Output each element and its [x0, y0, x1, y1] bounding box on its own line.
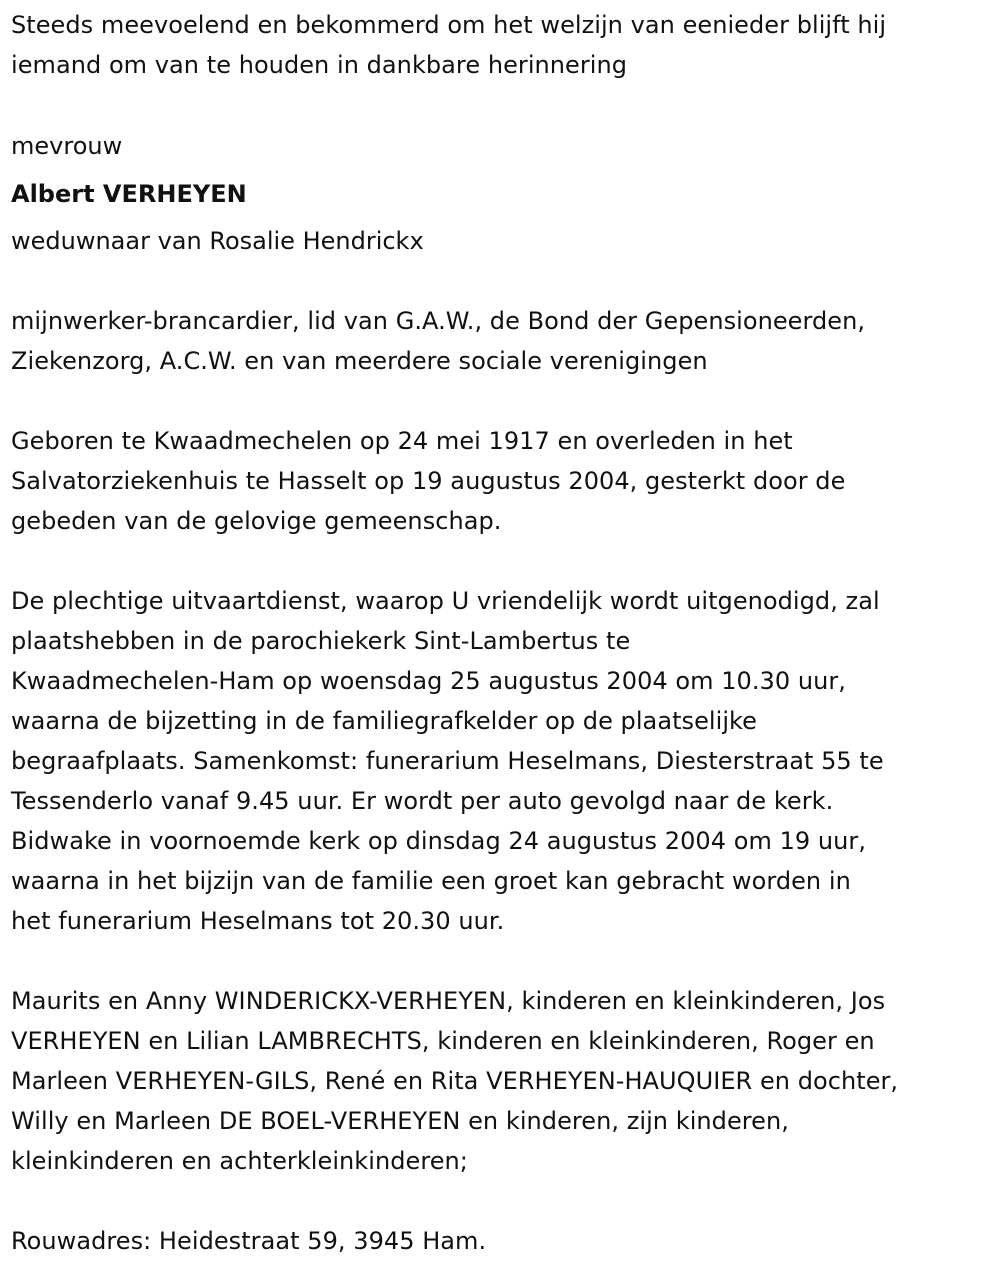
- spouse-line: weduwnaar van Rosalie Hendrickx: [11, 227, 424, 255]
- funeral-paragraph: [11, 581, 991, 941]
- funeral-line: Kwaadmechelen-Ham op woensdag 25 augustus 2004 om 10.30 uur,: [11, 667, 846, 695]
- paragraph-spacer: [11, 381, 991, 421]
- occupation-paragraph: [11, 301, 991, 381]
- family-line: Marleen VERHEYEN-GILS, René en Rita VERHEYEN-HAUQUIER en dochter,: [11, 1067, 899, 1095]
- birth-death-line: Geboren te Kwaadmechelen op 24 mei 1917 en overleden in het: [11, 427, 793, 455]
- motto-line: iemand om van te houden in dankbare herinnering: [11, 51, 628, 79]
- paragraph-spacer: [11, 85, 991, 125]
- funeral-line: Bidwake in voornoemde kerk op dinsdag 24 augustus 2004 om 19 uur,: [11, 827, 867, 855]
- occupation-line: mijnwerker-brancardier, lid van G.A.W., de Bond der Gepensioneerden,: [11, 307, 866, 335]
- family-line: Maurits en Anny WINDERICKX-VERHEYEN, kinderen en kleinkinderen, Jos: [11, 987, 886, 1015]
- occupation-line: Ziekenzorg, A.C.W. en van meerdere sociale verenigingen: [11, 347, 708, 375]
- obituary-document: [11, 5, 991, 1261]
- birth-death-line: gebeden van de gelovige gemeenschap.: [11, 507, 502, 535]
- paragraph-spacer: [11, 261, 991, 301]
- funeral-line: waarna de bijzetting in de familiegrafkelder op de plaatselijke: [11, 707, 757, 735]
- funeral-line: begraafplaats. Samenkomst: funerarium Heselmans, Diesterstraat 55 te: [11, 747, 884, 775]
- family-line: Willy en Marleen DE BOEL-VERHEYEN en kinderen, zijn kinderen,: [11, 1107, 789, 1135]
- funeral-line: waarna in het bijzijn van de familie een groet kan gebracht worden in: [11, 867, 851, 895]
- deceased-name: Albert VERHEYEN: [11, 180, 247, 208]
- mourning-address: Rouwadres: Heidestraat 59, 3945 Ham.: [11, 1227, 487, 1255]
- family-line: kleinkinderen en achterkleinkinderen;: [11, 1147, 468, 1175]
- honorific: mevrouw: [11, 132, 123, 160]
- deceased-block: [11, 125, 991, 261]
- birth-death-line: Salvatorziekenhuis te Hasselt op 19 augustus 2004, gesterkt door de: [11, 467, 846, 495]
- funeral-line: De plechtige uitvaartdienst, waarop U vriendelijk wordt uitgenodigd, zal: [11, 587, 880, 615]
- family-line: VERHEYEN en Lilian LAMBRECHTS, kinderen en kleinkinderen, Roger en: [11, 1027, 875, 1055]
- birth-death-paragraph: [11, 421, 991, 541]
- funeral-line: het funerarium Heselmans tot 20.30 uur.: [11, 907, 505, 935]
- family-paragraph: [11, 981, 991, 1181]
- funeral-line: plaatshebben in de parochiekerk Sint-Lambertus te: [11, 627, 631, 655]
- motto-line: Steeds meevoelend en bekommerd om het welzijn van eenieder blijft hij: [11, 11, 887, 39]
- paragraph-spacer: [11, 941, 991, 981]
- paragraph-spacer: [11, 541, 991, 581]
- funeral-line: Tessenderlo vanaf 9.45 uur. Er wordt per auto gevolgd naar de kerk.: [11, 787, 834, 815]
- paragraph-spacer: [11, 1181, 991, 1221]
- motto-paragraph: [11, 5, 991, 85]
